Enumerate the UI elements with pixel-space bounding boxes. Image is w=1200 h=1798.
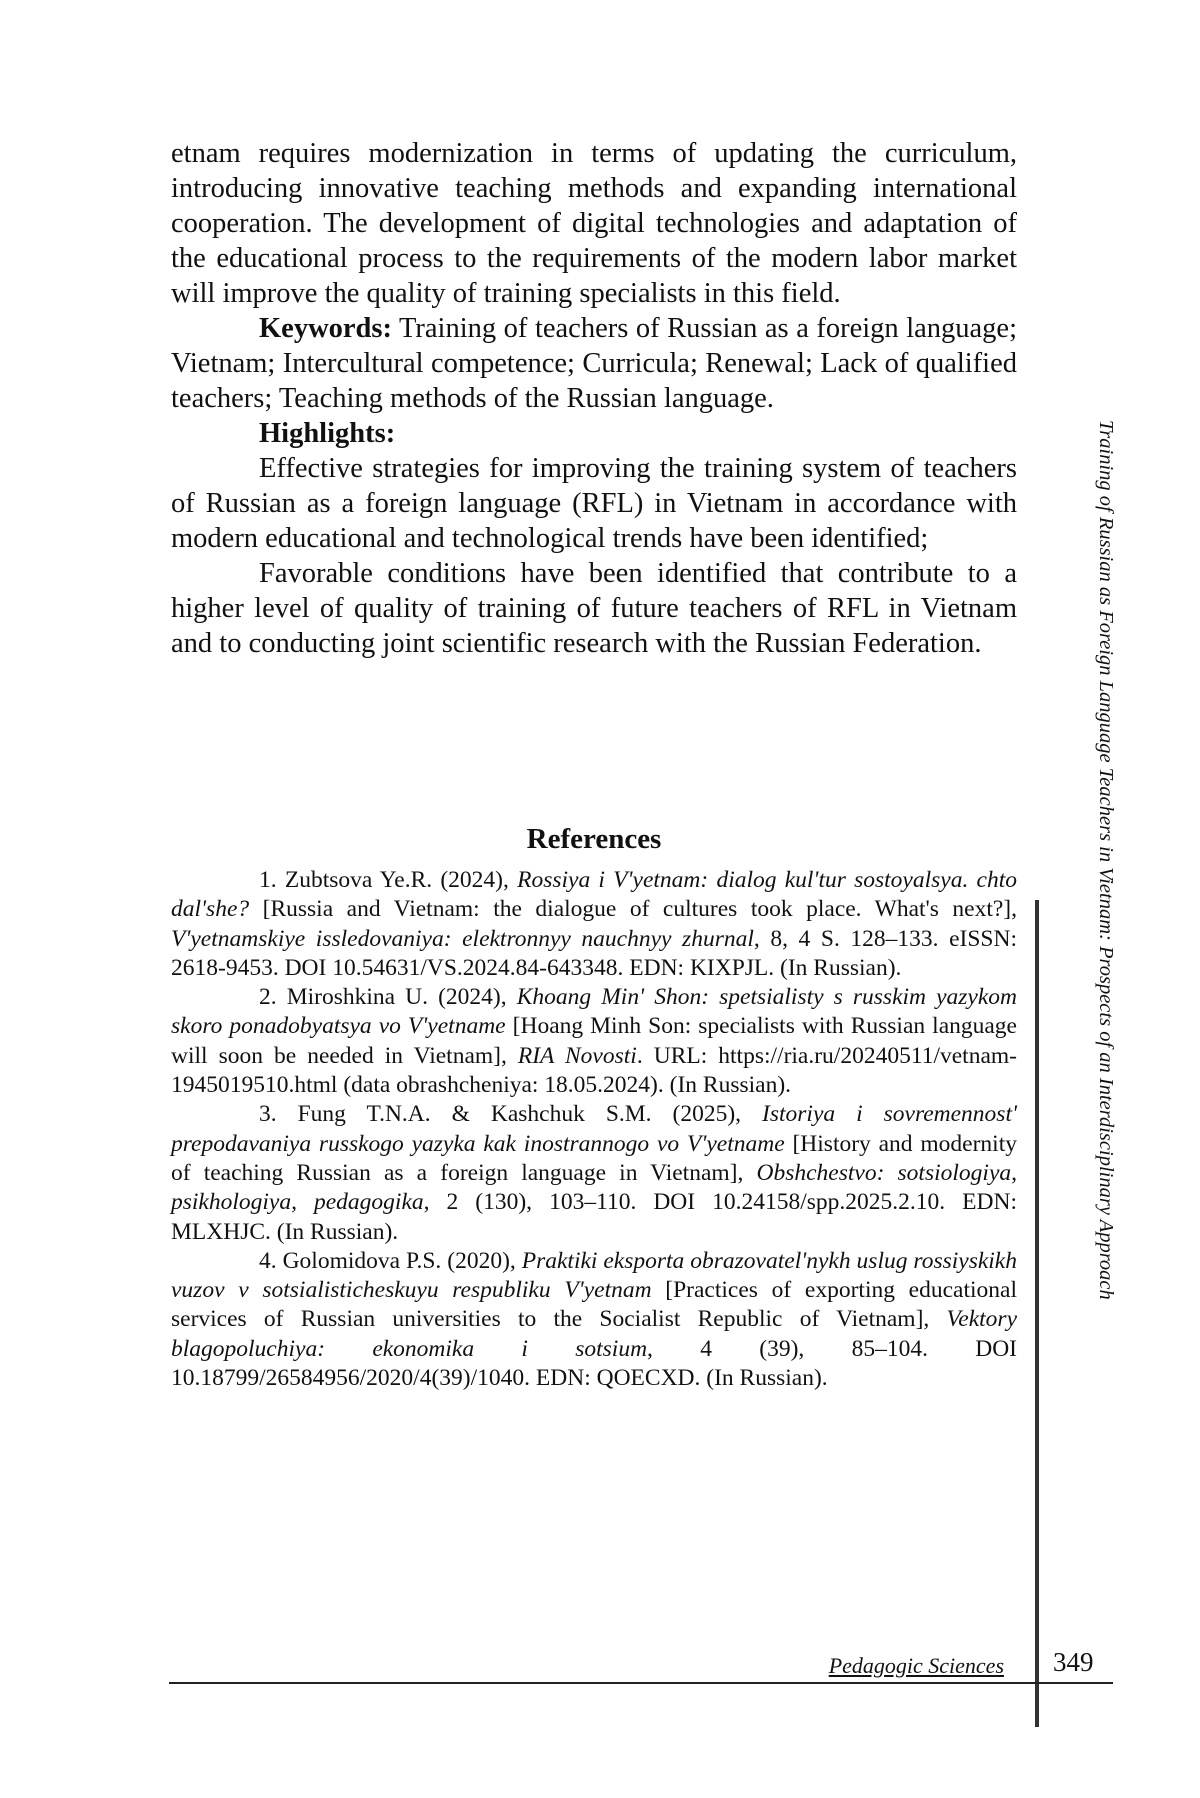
references-heading: References bbox=[526, 823, 662, 855]
reference-item: 3. Fung T.N.A. & Kashchuk S.M. (2025), Istoriya i sovremennost' prepodavaniya russkogo yazyka kak inostrannogo vo V'yetname [History and modernity of teaching Russian as a foreign language in Vietnam], Obshchestvo: sotsiologiya, psikhologiya, pedagogika, 2 (130), 103–110. DOI 10.24158/spp.2025.2.10. EDN: MLXHJC. (In Russian). bbox=[171, 1101, 1018, 1245]
references-list bbox=[171, 866, 1017, 1393]
reference-item: 4. Golomidova P.S. (2020), Praktiki eksporta obrazovatel'nykh uslug rossiyskikh vuzov v sotsialisticheskuyu respubliku V'yetnam [Practices of exporting educational services of Russian universities to the Socialist Republic of Vietnam], Vektory blagopoluchiya: ekonomika i sotsium, 4 (39), 85–104. DOI 10.18799/26584956/2020/4(39)/1040. EDN: QOECXD. (In Russian). bbox=[171, 1247, 1018, 1392]
keywords-label: Keywords: bbox=[259, 313, 392, 344]
footer-section-label: Pedagogic Sciences bbox=[828, 1653, 1004, 1678]
abstract-end: etnam requires modernization in terms of updating the curriculum, introducing innovative teaching methods and expanding international cooperation. The development of digital technologies and adaptation of the educational process to the requirements of the modern labor market will improve the quality of training specialists in this field. bbox=[171, 138, 1017, 309]
footer-rule bbox=[169, 1682, 1113, 1684]
reference-item: 2. Miroshkina U. (2024), Khoang Min' Shon: spetsialisty s russkim yazykom skoro ponadobyatsya vo V'yetname [Hoang Minh Son: specialists with Russian language will soon be needed in Vietnam], RIA Novosti. URL: https://ria.ru/20240511/vetnam-1945019510.html (data obrashcheniya: 18.05.2024). (In Russian). bbox=[171, 984, 1017, 1099]
keywords-text: Training of teachers of Russian as a foreign language; Vietnam; Intercultural competence; Curricula; Renewal; Lack of qualified teachers; Teaching methods of the Russian language. bbox=[171, 313, 1017, 414]
page-number: 349 bbox=[1053, 1647, 1094, 1677]
highlights-title: Highlights: bbox=[259, 418, 396, 449]
main-text bbox=[171, 136, 1017, 661]
highlight-item: Favorable conditions have been identified that contribute to a higher level of quality of training of future teachers of RFL in Vietnam and to conducting joint scientific research with the Russian Federation. bbox=[171, 558, 1017, 659]
keywords-paragraph bbox=[171, 311, 1017, 416]
margin-rule bbox=[1035, 900, 1039, 1727]
reference-item: 1. Zubtsova Ye.R. (2024), Rossiya i V'yetnam: dialog kul'tur sostoyalsya. chto dal'she? [Russia and Vietnam: the dialogue of cultures took place. What's next?], V'yetnamskiye issledovaniya: elektronnyy nauchnyy zhurnal, 8, 4 S. 128–133. eISSN: 2618-9453. DOI 10.54631/VS.2024.84-643348. EDN: KIXPJL. (In Russian). bbox=[171, 867, 1018, 981]
running-title: Training of Russian as Foreign Language Teachers in Vietnam: Prospects of an Interdisciplinary Approach bbox=[1095, 420, 1117, 1300]
highlight-item: Effective strategies for improving the training system of teachers of Russian as a foreign language (RFL) in Vietnam in accordance with modern educational and technological trends have been identified; bbox=[171, 453, 1017, 554]
